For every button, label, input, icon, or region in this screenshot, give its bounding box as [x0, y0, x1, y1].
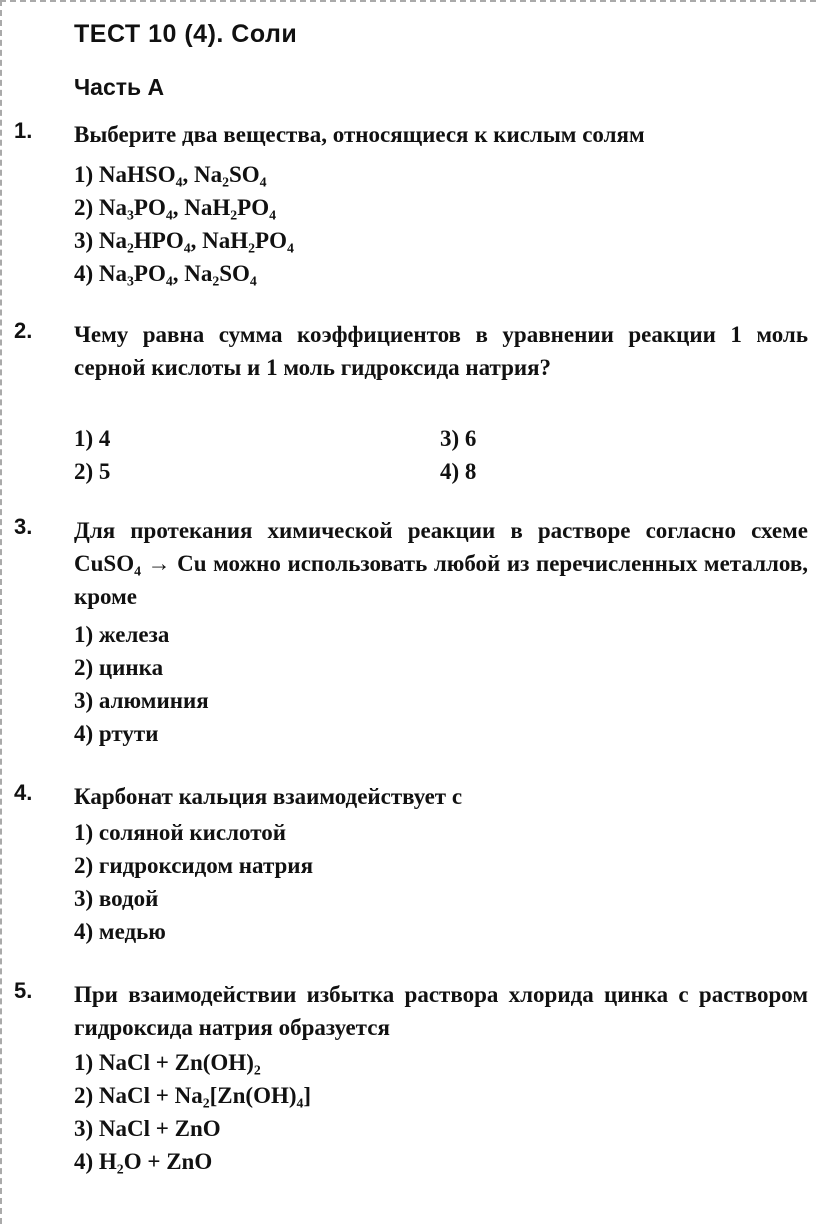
page-left-edge: [0, 0, 4, 1224]
answer-option[interactable]: 1) 4: [74, 426, 111, 451]
answer-option[interactable]: 3) водой: [74, 886, 159, 911]
answer-option[interactable]: 3) алюминия: [74, 688, 209, 713]
options-list: [74, 1046, 808, 1178]
answer-option[interactable]: 3) 6: [440, 426, 477, 451]
answer-option[interactable]: 1) NaCl + Zn(OH)₂: [74, 1050, 261, 1075]
answer-option[interactable]: 2) Na₃PO₄, NaH₂PO₄: [74, 195, 276, 220]
answer-option[interactable]: 4) 8: [440, 459, 477, 484]
options-list: [74, 618, 808, 750]
answer-option[interactable]: 1) соляной кислотой: [74, 820, 286, 845]
question-number: 1.: [14, 118, 33, 143]
options-list: [74, 158, 808, 290]
question-number: 2.: [14, 318, 33, 343]
answer-option[interactable]: 4) ртути: [74, 721, 159, 746]
page-top-edge: [0, 0, 816, 4]
answer-option[interactable]: 2) гидроксидом натрия: [74, 853, 314, 878]
question-text: Чему равна сумма коэффициентов в уравнении реакции 1 моль серной кислоты и 1 моль гидроксида натрия?: [74, 322, 808, 380]
question-number: 4.: [14, 780, 33, 805]
answer-option[interactable]: 3) NaCl + ZnO: [74, 1116, 221, 1141]
options-list: [74, 422, 808, 488]
question-text: При взаимодействии избытка раствора хлорида цинка с раствором гидроксида натрия образуется: [74, 982, 808, 1040]
answer-option[interactable]: 4) медью: [74, 919, 166, 944]
answer-option[interactable]: 2) 5: [74, 459, 111, 484]
answer-option[interactable]: 4) Na₃PO₄, Na₂SO₄: [74, 261, 257, 286]
answer-option[interactable]: 2) цинка: [74, 655, 164, 680]
test-title: ТЕСТ 10 (4). Соли: [74, 20, 298, 48]
question-number: 5.: [14, 978, 33, 1003]
answer-option[interactable]: 2) NaCl + Na₂[Zn(OH)₄]: [74, 1083, 312, 1108]
answer-option[interactable]: 1) железа: [74, 622, 170, 647]
answer-option[interactable]: 3) Na₂HPO₄, NaH₂PO₄: [74, 228, 294, 253]
question-number: 3.: [14, 514, 33, 539]
question-text: Выберите два вещества, относящиеся к кислым солям: [74, 122, 645, 147]
answer-option[interactable]: 4) H₂O + ZnO: [74, 1149, 213, 1174]
question-text: Для протекания химической реакции в растворе согласно схеме CuSO₄ → Cu можно использовать любой из перечисленных металлов, кроме: [74, 518, 808, 609]
part-title: Часть А: [74, 74, 165, 100]
question-text: Карбонат кальция взаимодействует с: [74, 784, 463, 809]
options-list: [74, 816, 808, 948]
answer-option[interactable]: 1) NaHSO₄, Na₂SO₄: [74, 162, 267, 187]
